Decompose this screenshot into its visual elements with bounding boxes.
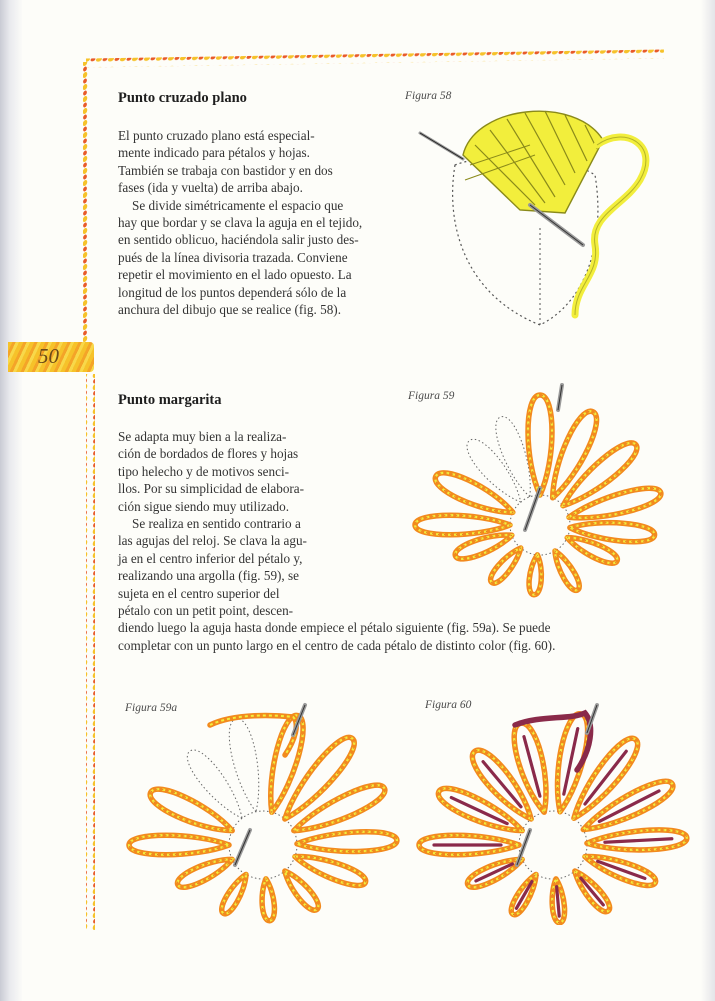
petal-stitch (175, 853, 236, 892)
text-line: tipo helecho y de motivos senci- (118, 463, 290, 479)
text-line: ción de bordados de flores y hojas (118, 446, 299, 462)
text-line: realizando una argolla (fig. 59), se (118, 568, 300, 584)
text-line: sujeta en el centro superior del (118, 585, 280, 601)
petal-stitch (146, 783, 236, 840)
text-line: completar con un punto largo en el centro de cada pétalo de distinto color (fig. 60). (118, 637, 556, 653)
text-line: Se divide simétricamente el espacio que (132, 197, 344, 213)
figure-60-illustration (405, 695, 690, 925)
petal-stitch (129, 835, 229, 855)
figure-59-label: Figura 59 (408, 390, 455, 402)
text-line: pétalo con un petit point, descen- (118, 603, 294, 619)
petal-stitch (415, 515, 510, 535)
petal-stitch (528, 395, 552, 495)
figure-59a-label: Figura 59a (125, 702, 178, 714)
flower-center (229, 811, 297, 879)
text-line: ja en el centro inferior del pétalo y, (118, 550, 303, 566)
figure-60-label: Figura 60 (425, 699, 472, 711)
text-line: Se adapta muy bien a la realiza- (118, 429, 287, 444)
petal-stitch (548, 711, 592, 814)
text-line: longitud de los puntos dependerá sólo de la (118, 284, 347, 300)
text-line: ción sigue siendo muy utilizado. (118, 498, 290, 514)
text-line: las agujas del reloj. Se clava la agu- (118, 533, 307, 549)
figure-59a-illustration (115, 695, 405, 925)
text-line: llos. Por su simplicidad de elabora- (118, 481, 305, 497)
text-line: El punto cruzado plano está especial- (118, 128, 315, 143)
figure-58-label: Figura 58 (405, 90, 452, 102)
petal-stitch (528, 554, 543, 595)
text-line: fases (ida y vuelta) de arriba abajo. (118, 180, 303, 196)
petal-stitch (260, 878, 276, 921)
petal-stitch (550, 878, 566, 923)
text-line: repetir el movimiento en el lado opuesto. La (118, 267, 352, 283)
section-title-cruzado: Punto cruzado plano (118, 90, 247, 106)
section-cruzado-body (118, 127, 362, 318)
section-title-margarita: Punto margarita (118, 392, 222, 408)
petal-outline (224, 716, 267, 814)
petal-stitch (297, 831, 398, 854)
text-line: diendo luego la aguja hasta donde empiece el pétalo siguiente (fig. 59a). Se puede (118, 620, 551, 636)
text-line: Se realiza en sentido contrario a (132, 516, 301, 532)
text-line: También se trabaja con bastidor y en dos (118, 162, 333, 178)
figure-58-illustration (415, 85, 665, 340)
text-line: mente indicado para pétalos y hojas. (118, 145, 310, 161)
text-line: pués de la línea divisoria trazada. Conviene (118, 249, 348, 265)
page-number: 50 (38, 344, 59, 368)
text-line: anchura del dibujo que se realice (fig. 58). (118, 302, 341, 318)
flower-center (519, 811, 587, 879)
petal-stitch (586, 828, 687, 853)
petal-stitch (261, 713, 309, 815)
petal-stitch (419, 835, 519, 855)
petal-stitch (550, 548, 583, 593)
text-line: hay que bordar y se clava la aguja en el tejido, (118, 215, 363, 231)
text-line: en sentido oblicuo, haciéndola salir justo des- (118, 232, 359, 248)
petal-stitch (218, 871, 251, 916)
figure-59-illustration (380, 380, 670, 605)
petal-stitch (508, 871, 541, 917)
petal-stitch (465, 853, 526, 892)
